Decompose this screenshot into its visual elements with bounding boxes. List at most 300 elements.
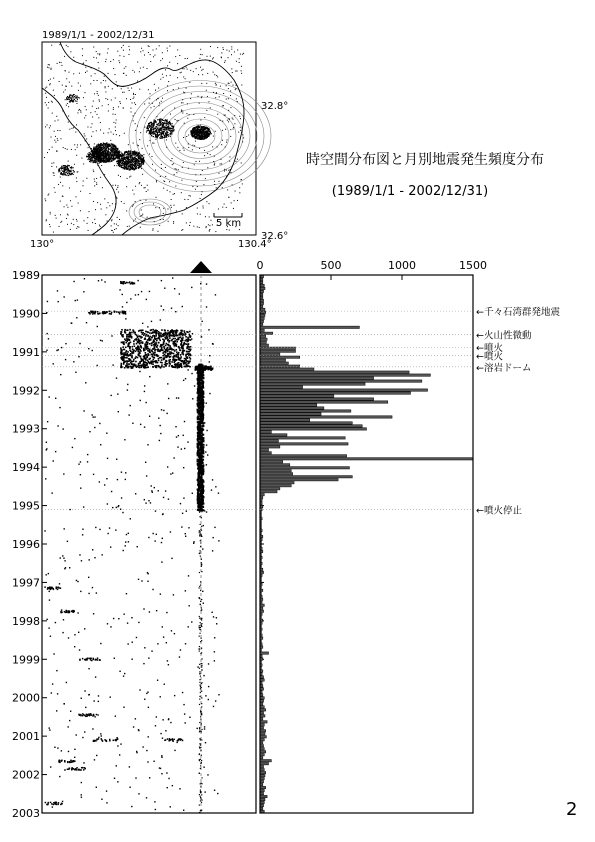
hypocenter-dot bbox=[209, 355, 210, 356]
hypocenter-dot bbox=[172, 335, 174, 337]
epicenter-dot bbox=[130, 168, 131, 169]
epicenter-dot bbox=[95, 149, 96, 150]
epicenter-dot bbox=[119, 55, 120, 56]
epicenter-dot bbox=[173, 129, 174, 130]
hypocenter-dot bbox=[140, 340, 142, 342]
hypocenter-dot bbox=[115, 529, 116, 530]
hypocenter-dot bbox=[85, 707, 86, 708]
epicenter-dot bbox=[160, 176, 161, 177]
epicenter-dot bbox=[108, 132, 109, 133]
epicenter-dot bbox=[133, 93, 134, 94]
epicenter-dot bbox=[235, 85, 236, 86]
epicenter-dot bbox=[124, 153, 125, 154]
epicenter-dot bbox=[183, 137, 184, 138]
epicenter-dot bbox=[108, 104, 109, 105]
epicenter-dot bbox=[186, 136, 187, 137]
hypocenter-dot bbox=[186, 348, 188, 350]
epicenter-dot bbox=[129, 169, 130, 170]
epicenter-dot bbox=[116, 165, 117, 166]
epicenter-dot bbox=[124, 169, 125, 170]
hypocenter-dot bbox=[214, 790, 215, 791]
epicenter-dot bbox=[104, 158, 105, 159]
hypocenter-dot bbox=[137, 280, 138, 281]
hypocenter-dot bbox=[176, 351, 178, 353]
hypocenter-dot bbox=[178, 435, 179, 436]
epicenter-dot bbox=[76, 181, 77, 182]
hypocenter-dot bbox=[162, 334, 164, 336]
epicenter-dot bbox=[152, 131, 153, 132]
epicenter-dot bbox=[130, 155, 131, 156]
hypocenter-dot bbox=[62, 555, 63, 556]
hypocenter-dot bbox=[138, 730, 139, 731]
epicenter-dot bbox=[131, 153, 132, 154]
epicenter-dot bbox=[222, 47, 223, 48]
epicenter-dot bbox=[223, 105, 224, 106]
epicenter-dot bbox=[112, 219, 113, 220]
epicenter-dot bbox=[71, 101, 72, 102]
epicenter-dot bbox=[228, 88, 229, 89]
epicenter-dot bbox=[67, 149, 68, 150]
epicenter-dot bbox=[128, 163, 129, 164]
hypocenter-dot bbox=[172, 472, 173, 473]
hypocenter-dot bbox=[144, 426, 145, 427]
epicenter-dot bbox=[137, 80, 138, 81]
epicenter-dot bbox=[90, 83, 91, 84]
epicenter-dot bbox=[161, 132, 162, 133]
epicenter-dot bbox=[79, 109, 80, 110]
epicenter-dot bbox=[112, 153, 113, 154]
epicenter-dot bbox=[211, 133, 212, 134]
epicenter-dot bbox=[241, 84, 242, 85]
hypocenter-dot bbox=[151, 336, 153, 338]
hypocenter-dot bbox=[146, 693, 147, 694]
epicenter-dot bbox=[127, 178, 128, 179]
epicenter-dot bbox=[146, 191, 147, 192]
epicenter-dot bbox=[97, 114, 98, 115]
epicenter-dot bbox=[54, 175, 55, 176]
epicenter-dot bbox=[49, 127, 50, 128]
epicenter-dot bbox=[161, 164, 162, 165]
hypocenter-dot bbox=[148, 657, 149, 658]
hypocenter-dot bbox=[100, 733, 101, 734]
hypocenter-dot bbox=[126, 336, 128, 338]
hypocenter-dot bbox=[81, 782, 82, 783]
epicenter-dot bbox=[240, 118, 241, 119]
hypocenter-dot bbox=[54, 747, 55, 748]
epicenter-dot bbox=[109, 146, 110, 147]
epicenter-dot bbox=[221, 52, 222, 53]
hypocenter-dot bbox=[134, 345, 136, 347]
epicenter-dot bbox=[47, 67, 48, 68]
epicenter-dot bbox=[202, 54, 203, 55]
hypocenter-dot bbox=[47, 301, 48, 302]
epicenter-dot bbox=[97, 165, 98, 166]
hypocenter-dot bbox=[126, 593, 127, 594]
hypocenter-dot bbox=[132, 363, 134, 365]
epicenter-dot bbox=[241, 73, 242, 74]
hypocenter-dot bbox=[138, 349, 140, 351]
epicenter-dot bbox=[237, 200, 238, 201]
hypocenter-dot bbox=[137, 341, 139, 343]
epicenter-dot bbox=[208, 224, 209, 225]
epicenter-dot bbox=[189, 114, 190, 115]
hypocenter-dot bbox=[147, 331, 149, 333]
hypocenter-dot bbox=[185, 533, 186, 534]
epicenter-dot bbox=[135, 158, 136, 159]
epicenter-dot bbox=[100, 226, 101, 227]
epicenter-dot bbox=[189, 195, 190, 196]
epicenter-dot bbox=[69, 99, 70, 100]
hypocenter-dot bbox=[145, 335, 147, 337]
epicenter-dot bbox=[140, 132, 141, 133]
hypocenter-dot bbox=[166, 363, 168, 365]
hypocenter-dot bbox=[148, 707, 149, 708]
hypocenter-dot bbox=[112, 364, 113, 365]
epicenter-dot bbox=[130, 159, 131, 160]
epicenter-dot bbox=[135, 163, 136, 164]
epicenter-dot bbox=[195, 174, 196, 175]
epicenter-dot bbox=[98, 153, 99, 154]
hypocenter-dot bbox=[126, 357, 128, 359]
hypocenter-dot bbox=[138, 354, 140, 356]
hypocenter-dot bbox=[161, 349, 163, 351]
epicenter-dot bbox=[97, 91, 98, 92]
epicenter-dot bbox=[50, 213, 51, 214]
epicenter-dot bbox=[69, 95, 70, 96]
epicenter-dot bbox=[121, 163, 122, 164]
epicenter-dot bbox=[65, 89, 66, 90]
hypocenter-dot bbox=[167, 353, 169, 355]
epicenter-dot bbox=[181, 230, 182, 231]
epicenter-dot bbox=[161, 123, 162, 124]
scale-bar-label: 5 km bbox=[216, 218, 242, 229]
hypocenter-dot bbox=[215, 486, 216, 487]
epicenter-dot bbox=[159, 121, 160, 122]
hypocenter-dot bbox=[185, 364, 187, 366]
epicenter-dot bbox=[203, 207, 204, 208]
epicenter-dot bbox=[56, 150, 57, 151]
epicenter-dot bbox=[152, 143, 153, 144]
epicenter-dot bbox=[163, 213, 164, 214]
hypocenter-dot bbox=[141, 365, 143, 367]
hypocenter-dot bbox=[148, 736, 149, 737]
hypocenter-dot bbox=[149, 363, 151, 365]
epicenter-dot bbox=[149, 133, 150, 134]
epicenter-dot bbox=[76, 101, 77, 102]
epicenter-dot bbox=[209, 130, 210, 131]
epicenter-dot bbox=[86, 60, 87, 61]
epicenter-dot bbox=[149, 140, 150, 141]
hypocenter-dot bbox=[169, 363, 171, 365]
epicenter-dot bbox=[135, 157, 136, 158]
hypocenter-dot bbox=[116, 507, 117, 508]
epicenter-dot bbox=[126, 210, 127, 211]
epicenter-dot bbox=[139, 89, 140, 90]
epicenter-dot bbox=[96, 108, 97, 109]
epicenter-dot bbox=[88, 147, 89, 148]
hypocenter-dot bbox=[146, 475, 147, 476]
hypocenter-dot bbox=[121, 331, 123, 333]
hypocenter-dot bbox=[111, 312, 113, 314]
epicenter-dot bbox=[229, 161, 230, 162]
epicenter-dot bbox=[48, 80, 49, 81]
hypocenter-dot bbox=[183, 333, 185, 335]
hypocenter-dot bbox=[206, 430, 207, 431]
epicenter-dot bbox=[207, 73, 208, 74]
hypocenter-dot bbox=[123, 707, 124, 708]
epicenter-dot bbox=[93, 161, 94, 162]
hypocenter-dot bbox=[176, 436, 177, 437]
hypocenter-dot bbox=[91, 414, 92, 415]
epicenter-dot bbox=[98, 163, 99, 164]
epicenter-dot bbox=[200, 49, 201, 50]
hypocenter-dot bbox=[133, 359, 135, 361]
epicenter-dot bbox=[149, 132, 150, 133]
epicenter-dot bbox=[92, 162, 93, 163]
hypocenter-dot bbox=[79, 554, 80, 555]
hypocenter-dot bbox=[130, 298, 131, 299]
epicenter-dot bbox=[201, 132, 202, 133]
epicenter-dot bbox=[116, 81, 117, 82]
hypocenter-dot bbox=[82, 534, 83, 535]
hypocenter-dot bbox=[49, 599, 50, 600]
hypocenter-dot bbox=[111, 335, 112, 336]
epicenter-dot bbox=[132, 166, 133, 167]
epicenter-dot bbox=[119, 135, 120, 136]
hypocenter-dot bbox=[139, 355, 141, 357]
hypocenter-dot bbox=[93, 312, 95, 314]
epicenter-dot bbox=[77, 112, 78, 113]
hypocenter-dot bbox=[152, 359, 154, 361]
hypocenter-dot bbox=[120, 333, 122, 335]
epicenter-dot bbox=[132, 70, 133, 71]
hypocenter-dot bbox=[161, 346, 163, 348]
epicenter-dot bbox=[160, 219, 161, 220]
epicenter-dot bbox=[111, 230, 112, 231]
hypocenter-dot bbox=[164, 334, 166, 336]
epicenter-dot bbox=[138, 167, 139, 168]
hypocenter-dot bbox=[206, 444, 207, 445]
epicenter-dot bbox=[60, 168, 61, 169]
hypocenter-dot bbox=[132, 346, 134, 348]
hypocenter-dot bbox=[171, 558, 172, 559]
hypocenter-dot bbox=[154, 354, 156, 356]
hypocenter-dot bbox=[158, 490, 159, 491]
hypocenter-dot bbox=[160, 768, 161, 769]
epicenter-dot bbox=[232, 184, 233, 185]
hypocenter-dot bbox=[152, 366, 154, 368]
epicenter-dot bbox=[96, 130, 97, 131]
hypocenter-dot bbox=[101, 735, 102, 736]
hypocenter-dot bbox=[184, 421, 185, 422]
epicenter-dot bbox=[147, 145, 148, 146]
epicenter-dot bbox=[67, 46, 68, 47]
epicenter-dot bbox=[77, 221, 78, 222]
epicenter-dot bbox=[50, 212, 51, 213]
epicenter-dot bbox=[91, 127, 92, 128]
epicenter-dot bbox=[112, 203, 113, 204]
hypocenter-dot bbox=[178, 365, 180, 367]
epicenter-dot bbox=[217, 76, 218, 77]
hypocenter-dot bbox=[51, 492, 52, 493]
epicenter-dot bbox=[150, 61, 151, 62]
epicenter-dot bbox=[54, 140, 55, 141]
epicenter-dot bbox=[110, 159, 111, 160]
hypocenter-dot bbox=[63, 703, 64, 704]
hypocenter-dot bbox=[184, 358, 186, 360]
hypocenter-dot bbox=[101, 279, 102, 280]
epicenter-dot bbox=[107, 99, 108, 100]
hypocenter-dot bbox=[208, 663, 209, 664]
epicenter-dot bbox=[65, 148, 66, 149]
epicenter-dot bbox=[166, 147, 167, 148]
epicenter-dot bbox=[57, 63, 58, 64]
hypocenter-dot bbox=[180, 330, 182, 332]
epicenter-dot bbox=[77, 147, 78, 148]
epicenter-dot bbox=[49, 224, 50, 225]
hypocenter-dot bbox=[149, 376, 150, 377]
epicenter-dot bbox=[69, 96, 70, 97]
epicenter-dot bbox=[136, 166, 137, 167]
epicenter-dot bbox=[239, 62, 240, 63]
epicenter-dot bbox=[195, 141, 196, 142]
epicenter-dot bbox=[94, 179, 95, 180]
hypocenter-dot bbox=[134, 339, 136, 341]
epicenter-dot bbox=[163, 219, 164, 220]
epicenter-dot bbox=[232, 117, 233, 118]
epicenter-dot bbox=[176, 169, 177, 170]
hypocenter-dot bbox=[173, 353, 175, 355]
hypocenter-dot bbox=[200, 604, 201, 605]
epicenter-dot bbox=[77, 226, 78, 227]
hypocenter-dot bbox=[180, 649, 181, 650]
hypocenter-dot bbox=[83, 410, 84, 411]
hypocenter-dot bbox=[107, 503, 108, 504]
epicenter-dot bbox=[94, 149, 95, 150]
hypocenter-dot bbox=[159, 340, 161, 342]
epicenter-dot bbox=[193, 114, 194, 115]
epicenter-dot bbox=[67, 214, 68, 215]
epicenter-dot bbox=[64, 168, 65, 169]
hypocenter-dot bbox=[110, 626, 111, 627]
hypocenter-dot bbox=[124, 367, 126, 369]
epicenter-dot bbox=[217, 114, 218, 115]
epicenter-dot bbox=[129, 90, 130, 91]
hypocenter-dot bbox=[178, 346, 180, 348]
epicenter-dot bbox=[112, 88, 113, 89]
epicenter-dot bbox=[126, 161, 127, 162]
hypocenter-dot bbox=[138, 579, 139, 580]
hypocenter-dot bbox=[199, 673, 200, 674]
epicenter-dot bbox=[115, 98, 116, 99]
epicenter-dot bbox=[204, 128, 205, 129]
hypocenter-dot bbox=[122, 306, 123, 307]
epicenter-dot bbox=[114, 223, 115, 224]
epicenter-dot bbox=[242, 183, 243, 184]
hypocenter-dot bbox=[133, 349, 135, 351]
epicenter-dot bbox=[112, 158, 113, 159]
epicenter-dot bbox=[73, 94, 74, 95]
hypocenter-dot bbox=[157, 349, 159, 351]
hypocenter-dot bbox=[163, 636, 164, 637]
epicenter-dot bbox=[163, 124, 164, 125]
hypocenter-dot bbox=[171, 361, 173, 363]
hypocenter-dot bbox=[97, 311, 99, 313]
hypocenter-dot bbox=[204, 728, 205, 729]
hypocenter-dot bbox=[124, 349, 126, 351]
epicenter-dot bbox=[178, 169, 179, 170]
epicenter-dot bbox=[242, 54, 243, 55]
epicenter-dot bbox=[155, 128, 156, 129]
hypocenter-dot bbox=[181, 352, 183, 354]
epicenter-dot bbox=[131, 168, 132, 169]
epicenter-dot bbox=[227, 120, 228, 121]
epicenter-dot bbox=[50, 79, 51, 80]
hypocenter-dot bbox=[184, 448, 185, 449]
hypocenter-dot bbox=[121, 329, 123, 331]
epicenter-dot bbox=[204, 127, 205, 128]
hypocenter-dot bbox=[202, 591, 203, 592]
hypocenter-dot bbox=[177, 330, 179, 332]
epicenter-dot bbox=[140, 216, 141, 217]
epicenter-dot bbox=[45, 102, 46, 103]
hypocenter-dot bbox=[189, 717, 190, 718]
epicenter-dot bbox=[127, 162, 128, 163]
hypocenter-dot bbox=[123, 359, 125, 361]
hypocenter-dot bbox=[149, 343, 151, 345]
epicenter-dot bbox=[175, 168, 176, 169]
hypocenter-dot bbox=[147, 360, 149, 362]
epicenter-dot bbox=[130, 164, 131, 165]
epicenter-dot bbox=[57, 130, 58, 131]
hypocenter-dot bbox=[116, 737, 117, 738]
epicenter-dot bbox=[66, 86, 67, 87]
hypocenter-dot bbox=[128, 363, 130, 365]
epicenter-dot bbox=[130, 152, 131, 153]
epicenter-dot bbox=[92, 154, 93, 155]
epicenter-dot bbox=[73, 219, 74, 220]
epicenter-dot bbox=[85, 67, 86, 68]
hypocenter-dot bbox=[139, 352, 141, 354]
epicenter-dot bbox=[148, 190, 149, 191]
epicenter-dot bbox=[164, 128, 165, 129]
epicenter-dot bbox=[206, 56, 207, 57]
epicenter-dot bbox=[60, 130, 61, 131]
epicenter-dot bbox=[213, 57, 214, 58]
epicenter-dot bbox=[78, 90, 79, 91]
epicenter-dot bbox=[123, 159, 124, 160]
hypocenter-dot bbox=[173, 355, 175, 357]
hypocenter-dot bbox=[156, 610, 157, 611]
epicenter-dot bbox=[216, 187, 217, 188]
epicenter-dot bbox=[171, 134, 172, 135]
hypocenter-dot bbox=[48, 338, 49, 339]
epicenter-dot bbox=[119, 166, 120, 167]
epicenter-dot bbox=[183, 92, 184, 93]
hypocenter-dot bbox=[207, 774, 208, 775]
epicenter-dot bbox=[106, 59, 107, 60]
epicenter-dot bbox=[139, 153, 140, 154]
epicenter-dot bbox=[59, 44, 60, 45]
hypocenter-dot bbox=[161, 305, 162, 306]
epicenter-dot bbox=[86, 109, 87, 110]
hypocenter-dot bbox=[166, 642, 167, 643]
hypocenter-dot bbox=[129, 787, 130, 788]
epicenter-dot bbox=[199, 138, 200, 139]
epicenter-dot bbox=[155, 139, 156, 140]
hypocenter-dot bbox=[163, 497, 164, 498]
hypocenter-dot bbox=[141, 580, 142, 581]
